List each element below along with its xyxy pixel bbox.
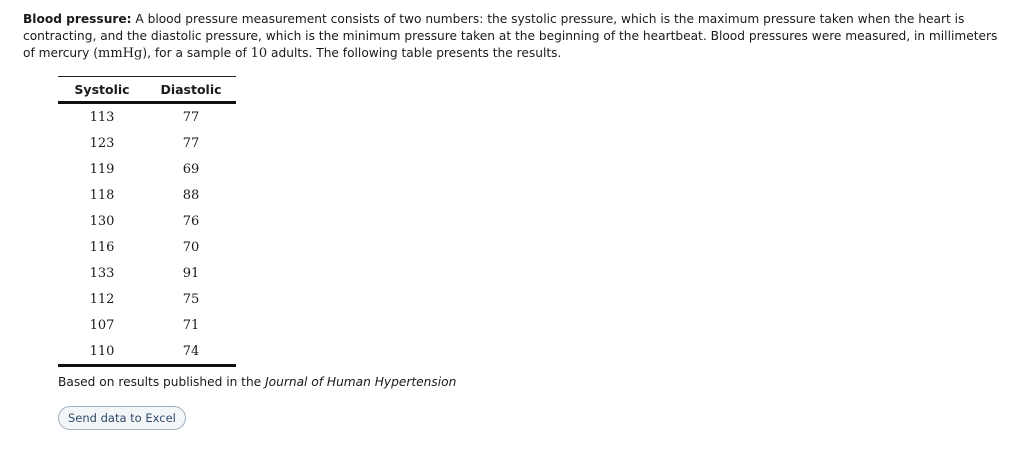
diastolic-cell: 77 bbox=[182, 109, 200, 125]
send-data-to-excel-button[interactable]: Send data to Excel bbox=[58, 406, 186, 430]
table-row bbox=[58, 234, 236, 260]
diastolic-cell: 74 bbox=[146, 338, 236, 366]
problem-statement bbox=[23, 11, 1008, 62]
systolic-cell: 110 bbox=[58, 338, 146, 366]
unit-mmhg: mmHg bbox=[98, 46, 143, 61]
problem-text-part-2: ), for a sample of bbox=[142, 46, 251, 60]
diastolic-cell: 77 bbox=[182, 135, 200, 151]
systolic-cell: 107 bbox=[89, 317, 115, 333]
systolic-cell: 133 bbox=[89, 265, 115, 281]
problem-text-part-1: A blood pressure measurement consists of two numbers: the systolic pressure, which is the maximum pressure taken when the heart is contracting, and the diastolic pressure, which is the minimum pressure taken at the beginning of the heartbeat. Blood pressures were measured, in millimeters of mercury ( bbox=[23, 12, 998, 60]
table-row bbox=[58, 338, 236, 366]
table-row bbox=[58, 208, 236, 234]
problem-lead: Blood pressure: bbox=[23, 12, 132, 26]
systolic-cell: 116 bbox=[89, 239, 115, 255]
table-row bbox=[58, 312, 236, 338]
source-note bbox=[58, 375, 456, 389]
systolic-cell: 123 bbox=[89, 135, 115, 151]
header-diastolic: Diastolic bbox=[146, 77, 236, 103]
table-row bbox=[58, 260, 236, 286]
systolic-cell: 112 bbox=[89, 291, 115, 307]
diastolic-cell: 76 bbox=[182, 213, 200, 229]
table-header-row bbox=[58, 77, 236, 103]
systolic-cell: 118 bbox=[89, 187, 115, 203]
diastolic-cell: 71 bbox=[182, 317, 200, 333]
source-prefix: Based on results published in the bbox=[58, 375, 266, 389]
header-systolic: Systolic bbox=[58, 77, 146, 103]
sample-size: 10 bbox=[250, 46, 268, 61]
diastolic-cell: 69 bbox=[182, 161, 200, 177]
diastolic-cell: 91 bbox=[182, 265, 200, 281]
systolic-cell: 130 bbox=[89, 213, 115, 229]
systolic-cell: 119 bbox=[89, 161, 115, 177]
table-row bbox=[58, 182, 236, 208]
table-row bbox=[58, 156, 236, 182]
table-row bbox=[58, 103, 236, 131]
systolic-cell: 113 bbox=[89, 109, 115, 125]
diastolic-cell: 75 bbox=[182, 291, 200, 307]
diastolic-cell: 88 bbox=[182, 187, 200, 203]
problem-text-part-3: adults. The following table presents the results. bbox=[267, 46, 562, 60]
diastolic-cell: 70 bbox=[182, 239, 200, 255]
table-row bbox=[58, 130, 236, 156]
table-row bbox=[58, 286, 236, 312]
source-journal: Journal of Human Hypertension bbox=[265, 375, 457, 389]
blood-pressure-table bbox=[58, 76, 236, 367]
